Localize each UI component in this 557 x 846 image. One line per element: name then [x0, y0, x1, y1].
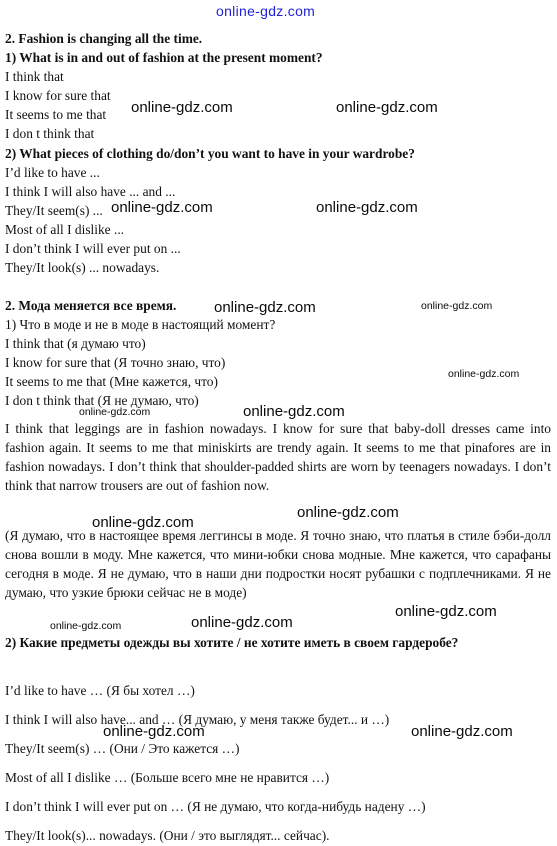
watermark: online-gdz.com [79, 406, 151, 418]
watermark: online-gdz.com [336, 99, 438, 116]
question-2-ru: 2) Какие предметы одежды вы хотите / не хотите иметь в своем гардеробе? [5, 635, 459, 650]
phrase: I don’t think I will ever put on … (Я не думаю, что когда-нибудь надену …) [5, 799, 426, 814]
answer-paragraph-en: I think that leggings are in fashion nowadays. I know for sure that baby-doll dresses came into fashion again. It seems to me that miniskirts are trendy again. It seems to me that pinafores are in fashion nowadays. I don’t think that shoulder-padded shirts are worn by teenagers nowadays. I don’t think that narrow trousers are out of fashion now. [5, 421, 551, 493]
phrase: I don t think that (Я не думаю, что) [5, 393, 199, 408]
phrase: I know for sure that [5, 88, 111, 103]
watermark: online-gdz.com [395, 603, 497, 620]
phrase: I think I will also have... and … (Я думаю, у меня также будет... и …) [5, 712, 390, 727]
phrase: I’d like to have ... [5, 165, 100, 180]
phrase: It seems to me that (Мне кажется, что) [5, 374, 218, 389]
watermark: online-gdz.com [297, 504, 399, 521]
watermark: online-gdz.com [103, 723, 205, 740]
phrase: It seems to me that [5, 107, 107, 122]
question-1-ru: 1) Что в моде и не в моде в настоящий момент? [5, 317, 276, 332]
section-title-ru: 2. Мода меняется все время. [5, 298, 177, 313]
phrase: I think that [5, 69, 64, 84]
watermark: online-gdz.com [243, 403, 345, 420]
watermark: online-gdz.com [50, 620, 122, 632]
watermark: online-gdz.com [92, 514, 194, 531]
watermark: online-gdz.com [191, 614, 293, 631]
phrase: I don t think that [5, 126, 95, 141]
answer-paragraph-ru: (Я думаю, что в настоящее время леггинсы в моде. Я точно знаю, что платья в стиле бэби-долл снова вошли в моду. Мне кажется, что мини-юбки снова модные. Мне кажется, что сарафаны сегодня в моде. Я не думаю, что в наши дни подростки носят рубашки с подплечниками. Я не думаю, что узкие брюки сейчас не в моде) [5, 528, 551, 600]
phrase: They/It look(s)... nowadays. (Они / это выглядят... сейчас). [5, 828, 330, 843]
watermark: online-gdz.com [421, 300, 493, 312]
phrase: I think that (я думаю что) [5, 336, 146, 351]
phrase: I’d like to have … (Я бы хотел …) [5, 683, 195, 698]
watermark: online-gdz.com [448, 368, 520, 380]
phrase: I don’t think I will ever put on ... [5, 241, 181, 256]
section-title-en: 2. Fashion is changing all the time. [5, 31, 203, 46]
header-watermark: online-gdz.com [216, 3, 316, 19]
phrase: They/It look(s) ... nowadays. [5, 260, 160, 275]
phrase: Most of all I dislike ... [5, 222, 125, 237]
phrase: Most of all I dislike … (Больше всего мне не нравится …) [5, 770, 330, 785]
watermark: online-gdz.com [214, 299, 316, 316]
watermark: online-gdz.com [411, 723, 513, 740]
watermark: online-gdz.com [131, 99, 233, 116]
watermark: online-gdz.com [316, 199, 418, 216]
phrase: They/It seem(s) … (Они / Это кажется …) [5, 741, 240, 756]
phrase: They/It seem(s) ... [5, 203, 103, 218]
question-2-en: 2) What pieces of clothing do/don’t you want to have in your wardrobe? [5, 146, 415, 161]
question-1-en: 1) What is in and out of fashion at the present moment? [5, 50, 323, 65]
phrase: I think I will also have ... and ... [5, 184, 176, 199]
phrase: I know for sure that (Я точно знаю, что) [5, 355, 226, 370]
watermark: online-gdz.com [111, 199, 213, 216]
